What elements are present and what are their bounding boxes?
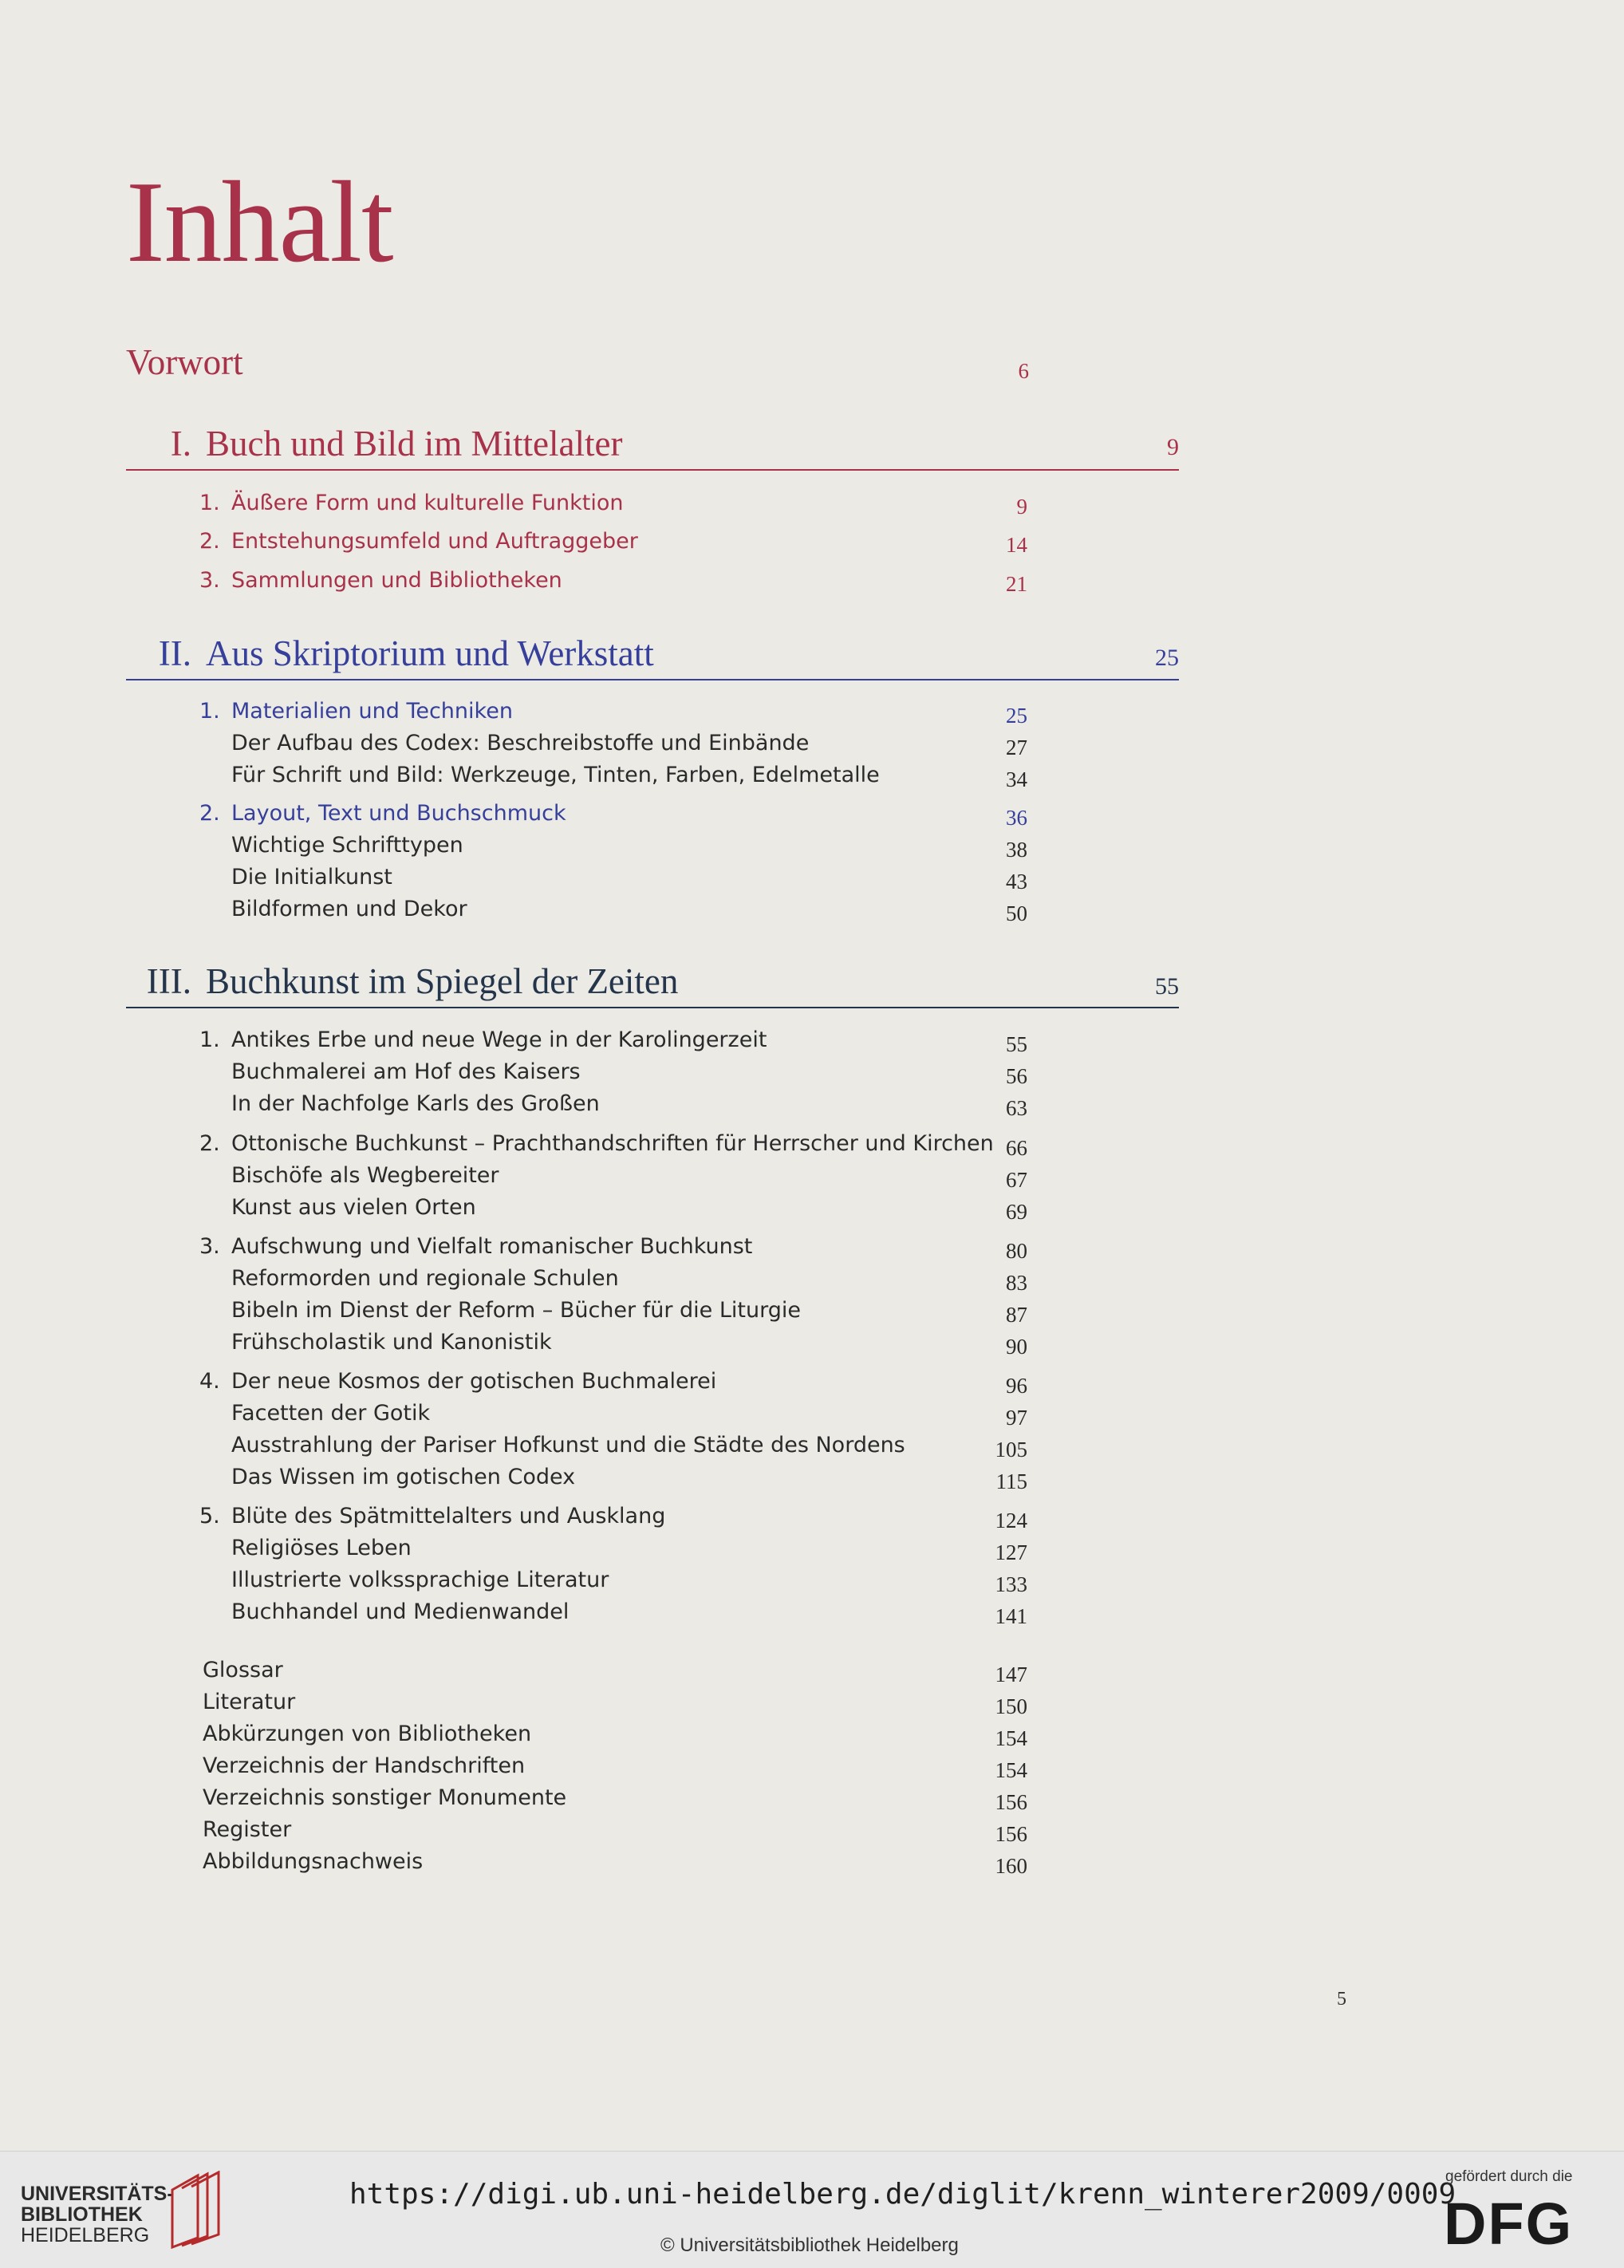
toc-subsection-page: 38 bbox=[1006, 838, 1027, 862]
toc-appendix-title: Verzeichnis der Handschriften bbox=[203, 1753, 526, 1778]
toc-subsection-page: 90 bbox=[1006, 1335, 1027, 1359]
library-name-line: BIBLIOTHEK bbox=[21, 2203, 143, 2226]
toc-appendix-page: 160 bbox=[995, 1854, 1027, 1878]
toc-subsection-title: Reformorden und regionale Schulen bbox=[231, 1266, 619, 1291]
dfg-logo: DFG bbox=[1444, 2191, 1574, 2257]
toc-subsection-title: Ausstrahlung der Pariser Hofkunst und die Städte des Nordens bbox=[231, 1433, 905, 1457]
toc-subsection-page: 83 bbox=[1006, 1271, 1027, 1295]
toc-section-title: Sammlungen und Bibliotheken bbox=[231, 568, 562, 593]
toc-section-page: 36 bbox=[1006, 806, 1027, 830]
toc-section-title: Äußere Form und kulturelle Funktion bbox=[231, 491, 624, 515]
chapter-2-number: II. bbox=[158, 633, 191, 673]
toc-section-number: 1. bbox=[199, 491, 220, 515]
toc-appendix-title: Abbildungsnachweis bbox=[203, 1849, 424, 1874]
chapter-3-rule bbox=[126, 1007, 1179, 1008]
toc-appendix-page: 154 bbox=[995, 1758, 1027, 1782]
chapter-3-number: III. bbox=[146, 961, 191, 1001]
toc-section-title: Der neue Kosmos der gotischen Buchmalerei bbox=[231, 1369, 717, 1394]
toc-subsection-title: Der Aufbau des Codex: Beschreibstoffe und Einbände bbox=[231, 731, 810, 755]
toc-subsection-page: 50 bbox=[1006, 901, 1027, 925]
toc-section-number: 2. bbox=[199, 1131, 220, 1156]
toc-subsection-page: 115 bbox=[995, 1469, 1027, 1493]
chapter-3-title: Buchkunst im Spiegel der Zeiten bbox=[206, 961, 679, 1001]
chapter-2-rule bbox=[126, 679, 1179, 680]
toc-subsection-title: Frühscholastik und Kanonistik bbox=[231, 1330, 552, 1355]
toc-subsection-title: Illustrierte volkssprachige Literatur bbox=[231, 1568, 609, 1592]
toc-appendix-page: 154 bbox=[995, 1726, 1027, 1750]
toc-subsection-page: 141 bbox=[995, 1604, 1027, 1628]
funding-note: gefördert durch die bbox=[1445, 2168, 1573, 2185]
toc-subsection-title: Buchhandel und Medienwandel bbox=[231, 1599, 570, 1624]
toc-appendix-title: Verzeichnis sonstiger Monumente bbox=[203, 1785, 567, 1810]
toc-subsection-title: Bischöfe als Wegbereiter bbox=[231, 1163, 499, 1188]
toc-subsection-page: 43 bbox=[1006, 870, 1027, 893]
chapter-2-title: Aus Skriptorium und Werkstatt bbox=[206, 633, 654, 673]
chapter-3-page: 55 bbox=[1155, 973, 1179, 1000]
toc-subsection-title: Wichtige Schrifttypen bbox=[231, 833, 463, 858]
toc-subsection-page: 63 bbox=[1006, 1096, 1027, 1120]
toc-subsection-page: 67 bbox=[1006, 1168, 1027, 1192]
toc-section-title: Antikes Erbe und neue Wege in der Karolingerzeit bbox=[231, 1028, 767, 1052]
toc-appendix-page: 150 bbox=[995, 1694, 1027, 1718]
toc-section-page: 55 bbox=[1006, 1032, 1027, 1056]
toc-appendix-page: 156 bbox=[995, 1790, 1027, 1814]
toc-appendix-page: 147 bbox=[995, 1663, 1027, 1686]
toc-section-page: 21 bbox=[1006, 572, 1027, 596]
toc-section-page: 9 bbox=[1016, 495, 1027, 519]
toc-appendix-title: Literatur bbox=[203, 1690, 296, 1714]
toc-subsection-title: Die Initialkunst bbox=[231, 865, 392, 889]
toc-subsection-title: Für Schrift und Bild: Werkzeuge, Tinten, Farben, Edelmetalle bbox=[231, 763, 880, 787]
library-logo-icon bbox=[166, 2171, 225, 2254]
page-number: 5 bbox=[1337, 1989, 1346, 2010]
toc-section-title: Entstehungsumfeld und Auftraggeber bbox=[231, 529, 638, 554]
toc-subsection-page: 69 bbox=[1006, 1200, 1027, 1224]
toc-section-number: 3. bbox=[199, 1234, 220, 1259]
toc-section-title: Materialien und Techniken bbox=[231, 699, 513, 724]
copyright-notice: © Universitätsbibliothek Heidelberg bbox=[660, 2234, 959, 2256]
toc-appendix-page: 156 bbox=[995, 1822, 1027, 1846]
toc-subsection-page: 127 bbox=[995, 1540, 1027, 1564]
toc-section-title: Blüte des Spätmittelalters und Ausklang bbox=[231, 1504, 666, 1528]
toc-section-number: 2. bbox=[199, 529, 220, 554]
toc-subsection-page: 133 bbox=[995, 1572, 1027, 1596]
toc-vorwort-page: 6 bbox=[1018, 359, 1029, 383]
chapter-1-page: 9 bbox=[1167, 434, 1179, 460]
toc-appendix-title: Abkürzungen von Bibliotheken bbox=[203, 1722, 532, 1746]
toc-subsection-title: Buchmalerei am Hof des Kaisers bbox=[231, 1059, 581, 1084]
toc-section-page: 80 bbox=[1006, 1239, 1027, 1263]
library-name-line: HEIDELBERG bbox=[21, 2224, 150, 2246]
toc-subsection-title: Religiöses Leben bbox=[231, 1536, 412, 1560]
toc-subsection-title: Facetten der Gotik bbox=[231, 1401, 431, 1426]
toc-section-number: 3. bbox=[199, 568, 220, 593]
library-name bbox=[21, 2183, 174, 2246]
chapter-1-number: I. bbox=[170, 424, 191, 463]
toc-subsection-page: 97 bbox=[1006, 1406, 1027, 1430]
toc-section-number: 2. bbox=[199, 801, 220, 826]
toc-subsection-title: Das Wissen im gotischen Codex bbox=[231, 1465, 576, 1489]
chapter-1-title: Buch und Bild im Mittelalter bbox=[206, 424, 623, 463]
toc-section-page: 96 bbox=[1006, 1374, 1027, 1398]
toc-section-number: 4. bbox=[199, 1369, 220, 1394]
toc-subsection-page: 105 bbox=[995, 1438, 1027, 1461]
chapter-1-rule bbox=[126, 469, 1179, 471]
toc-section-title: Aufschwung und Vielfalt romanischer Buchkunst bbox=[231, 1234, 753, 1259]
toc-appendix-title: Register bbox=[203, 1817, 292, 1842]
chapter-2-page: 25 bbox=[1155, 645, 1179, 671]
toc-section-title: Layout, Text und Buchschmuck bbox=[231, 801, 566, 826]
toc-section-page: 124 bbox=[995, 1509, 1027, 1532]
viewer-footer bbox=[0, 2151, 1624, 2268]
toc-section-number: 1. bbox=[199, 1028, 220, 1052]
toc-subsection-page: 56 bbox=[1006, 1064, 1027, 1088]
toc-appendix-title: Glossar bbox=[203, 1658, 283, 1682]
toc-section-number: 1. bbox=[199, 699, 220, 724]
toc-section-number: 5. bbox=[199, 1504, 220, 1528]
toc-subsection-page: 27 bbox=[1006, 736, 1027, 759]
toc-subsection-title: In der Nachfolge Karls des Großen bbox=[231, 1091, 600, 1116]
toc-section-title: Ottonische Buchkunst – Prachthandschriften für Herrscher und Kirchen bbox=[231, 1131, 994, 1156]
toc-section-page: 66 bbox=[1006, 1136, 1027, 1160]
toc-section-page: 25 bbox=[1006, 704, 1027, 728]
toc-subsection-title: Kunst aus vielen Orten bbox=[231, 1195, 476, 1220]
toc-subsection-title: Bibeln im Dienst der Reform – Bücher für die Liturgie bbox=[231, 1298, 801, 1323]
permalink-url[interactable]: https://digi.ub.uni-heidelberg.de/diglit/krenn_winterer2009/0009 bbox=[349, 2178, 1456, 2211]
toc-subsection-page: 87 bbox=[1006, 1303, 1027, 1327]
toc-subsection-title: Bildformen und Dekor bbox=[231, 897, 467, 921]
page-title: Inhalt bbox=[126, 157, 393, 286]
toc-vorwort-label: Vorwort bbox=[126, 342, 243, 382]
toc-section-page: 14 bbox=[1006, 533, 1027, 557]
toc-subsection-page: 34 bbox=[1006, 767, 1027, 791]
library-name-line: UNIVERSITÄTS- bbox=[21, 2183, 174, 2205]
